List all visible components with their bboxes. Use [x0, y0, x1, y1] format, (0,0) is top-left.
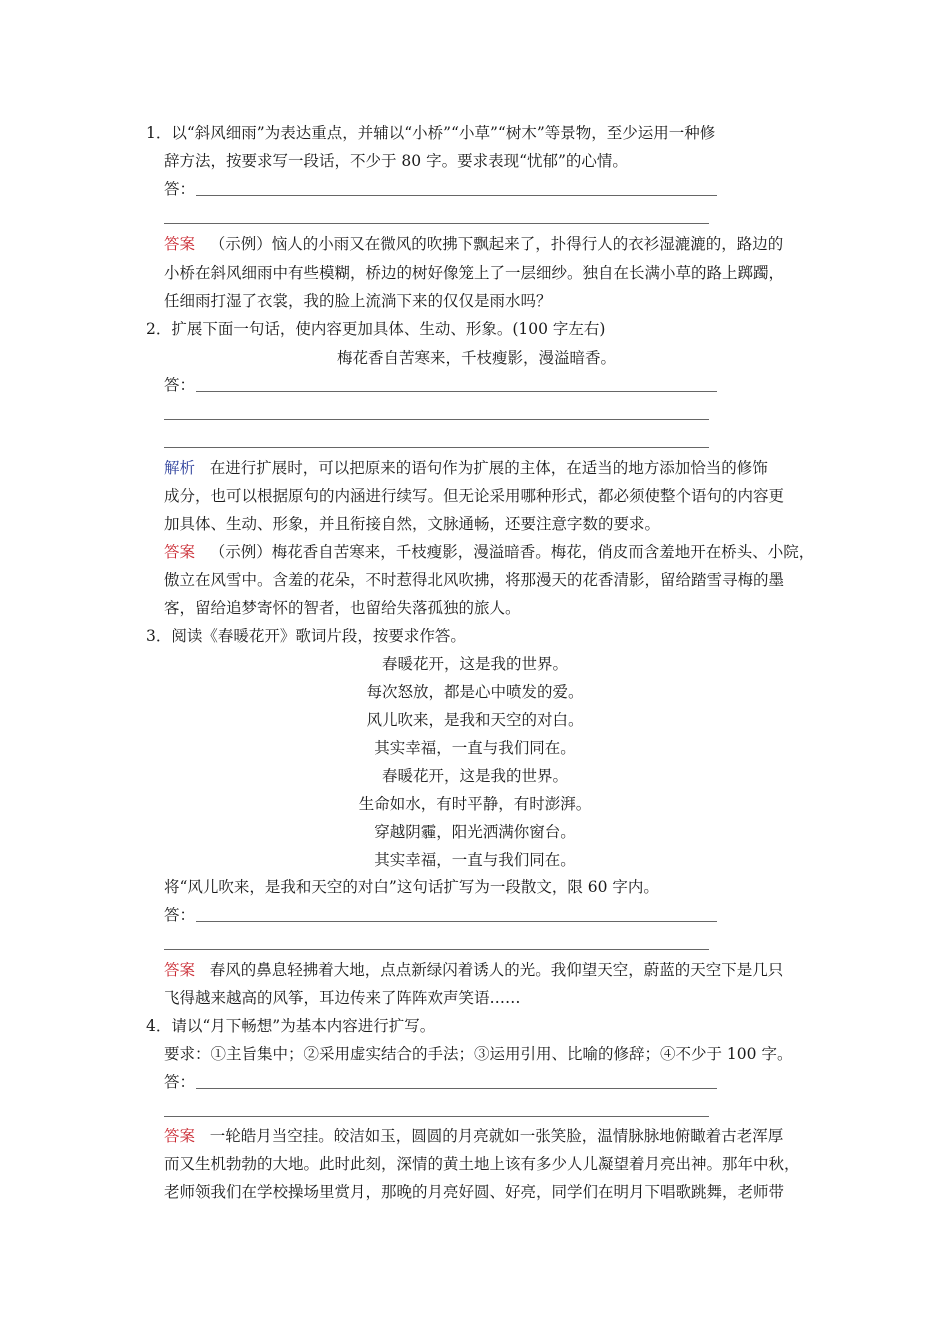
q4-answer-blank-1[interactable]	[196, 1088, 717, 1089]
q3-answer-blank-1[interactable]	[196, 921, 717, 922]
lyric-line: 春暖花开，这是我的世界。	[381, 767, 568, 785]
q1-prompt-line2: 辞方法，按要求写一段话，不少于 80 字。要求表现“忧郁”的心情。	[164, 152, 628, 170]
q3-key-line1	[164, 959, 783, 981]
q2-prompt: 2．扩展下面一句话，使内容更加具体、生动、形象。(100 字左右)	[146, 320, 606, 338]
q3-key-line2: 飞得越来越高的风筝，耳边传来了阵阵欢声笑语……	[164, 989, 521, 1007]
lyric-line: 其实幸福，一直与我们同在。	[374, 851, 576, 869]
q3-prompt: 3．阅读《春暖花开》歌词片段，按要求作答。	[146, 627, 466, 645]
q3-answer-blank-2[interactable]	[164, 949, 709, 950]
lyric-line: 春暖花开，这是我的世界。	[381, 655, 568, 673]
q2-answer-blank-1[interactable]	[196, 391, 717, 392]
q2-key-line2: 傲立在风雪中。含羞的花朵，不时惹得北风吹拂，将那漫天的花香清影，留给踏雪寻梅的墨	[164, 571, 785, 589]
q2-analysis-line1	[164, 457, 768, 479]
q2-key-text1: （示例）梅花香自苦寒来，千枝瘦影，漫溢暗香。梅花，俏皮而含羞地开在桥头、小院，	[209, 543, 815, 561]
lyric-line: 其实幸福，一直与我们同在。	[374, 739, 576, 757]
q4-requirements: 要求：①主旨集中；②采用虚实结合的手法；③运用引用、比喻的修辞；④不少于 100 字。	[164, 1045, 793, 1063]
lyric-line: 每次怒放，都是心中喷发的爱。	[366, 683, 584, 701]
q1-answer-label: 答：	[164, 180, 196, 198]
q3-key-text1: 春风的鼻息轻拂着大地，点点新绿闪着诱人的光。我仰望天空，蔚蓝的天空下是几只	[209, 961, 784, 979]
q2-answer-label: 答：	[164, 376, 196, 394]
answer-tag: 答案	[164, 1127, 196, 1145]
q1-answer-blank-2[interactable]	[164, 223, 709, 224]
q1-key-text1: （示例）恼人的小雨又在微风的吹拂下飘起来了，扑得行人的衣衫湿漉漉的，路边的	[209, 235, 784, 253]
answer-tag: 答案	[164, 961, 196, 979]
q1-answer-blank-1[interactable]	[196, 195, 717, 196]
q1-key-line2: 小桥在斜风细雨中有些模糊，桥边的树好像笼上了一层细纱。独自在长满小草的路上踯躅，	[164, 264, 785, 282]
q4-key-line1	[164, 1125, 783, 1147]
q2-analysis-line3: 加具体、生动、形象，并且衔接自然，文脉通畅，还要注意字数的要求。	[164, 515, 661, 533]
q4-answer-blank-2[interactable]	[164, 1116, 709, 1117]
q4-answer-label: 答：	[164, 1073, 196, 1091]
q2-quote: 梅花香自苦寒来，千枝瘦影，漫溢暗香。	[337, 349, 617, 367]
q4-prompt: 4．请以“月下畅想”为基本内容进行扩写。	[146, 1017, 436, 1035]
q1-key-line1	[164, 233, 783, 255]
lyric-line: 风儿吹来，是我和天空的对白。	[366, 711, 584, 729]
answer-tag: 答案	[164, 543, 196, 561]
q4-key-line2: 而又生机勃勃的大地。此时此刻，深情的黄土地上该有多少人儿凝望着月亮出神。那年中秋，	[164, 1155, 800, 1173]
q2-analysis-line2: 成分，也可以根据原句的内涵进行续写。但无论采用哪种形式，都必须使整个语句的内容更	[164, 487, 785, 505]
q2-key-line3: 客，留给追梦寄怀的智者，也留给失落孤独的旅人。	[164, 599, 521, 617]
q1-prompt-line1: 1．以“斜风细雨”为表达重点，并辅以“小桥”“小草”“树木”等景物，至少运用一种修	[146, 124, 716, 142]
q4-key-line3: 老师领我们在学校操场里赏月，那晚的月亮好圆、好亮，同学们在明月下唱歌跳舞，老师带	[164, 1183, 785, 1201]
q3-instruction: 将“风儿吹来，是我和天空的对白”这句话扩写为一段散文，限 60 字内。	[164, 878, 659, 896]
answer-tag: 答案	[164, 235, 196, 253]
analysis-tag: 解析	[164, 459, 196, 477]
q2-answer-blank-2[interactable]	[164, 419, 709, 420]
q2-analysis-text1: 在进行扩展时，可以把原来的语句作为扩展的主体，在适当的地方添加恰当的修饰	[209, 459, 768, 477]
lyric-line: 生命如水，有时平静，有时澎湃。	[358, 795, 592, 813]
q4-key-text1: 一轮皓月当空挂。皎洁如玉，圆圆的月亮就如一张笑脸，温情脉脉地俯瞰着古老浑厚	[209, 1127, 784, 1145]
q3-answer-label: 答：	[164, 906, 196, 924]
lyric-line: 穿越阴霾，阳光洒满你窗台。	[374, 823, 576, 841]
q1-key-line3: 任细雨打湿了衣裳，我的脸上流淌下来的仅仅是雨水吗？	[164, 292, 552, 310]
q2-key-line1	[164, 541, 814, 563]
q2-answer-blank-3[interactable]	[164, 447, 709, 448]
